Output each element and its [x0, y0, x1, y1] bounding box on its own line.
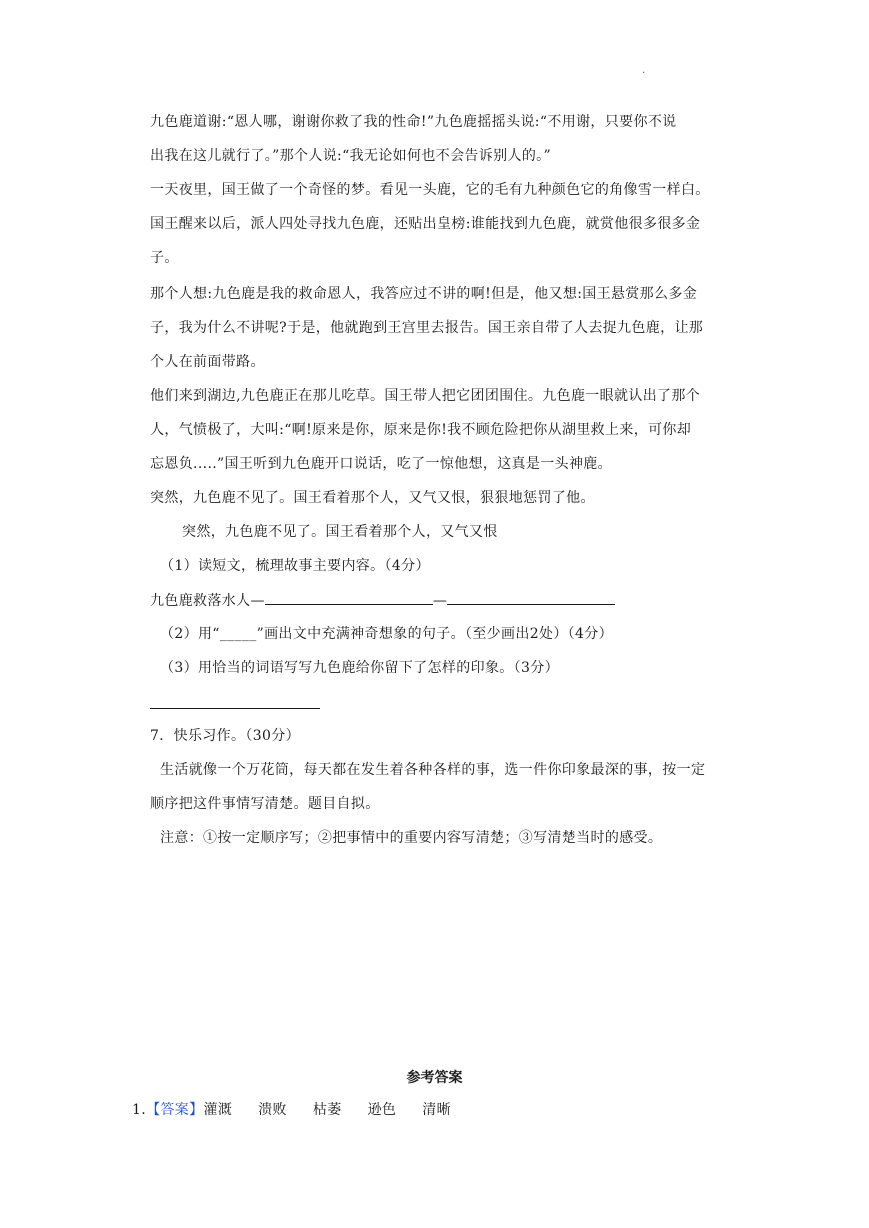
page-marker: . [642, 65, 646, 76]
answer-line-3[interactable] [150, 708, 320, 709]
answer-tag: 【答案】 [146, 1102, 204, 1118]
answer-word: 清晰 [422, 1102, 451, 1118]
fill-separator: — [432, 593, 448, 609]
composition-prompt-line: 生活就像一个万花筒，每天都在发生着各种各样的事，选一件你印象最深的事，按一定 [160, 762, 706, 778]
question-1-fill [150, 590, 615, 611]
story-line: 出我在这儿就行了。”那个人说:“我无论如何也不会告诉别人的。” [150, 148, 552, 164]
story-line: 国王醒来以后，派人四处寻找九色鹿，还贴出皇榜:谁能找到九色鹿，就赏他很多很多金 [150, 216, 701, 232]
answer-blank-2[interactable] [447, 590, 615, 605]
story-line: 那个人想:九色鹿是我的救命恩人，我答应过不讲的啊!但是，他又想:国王悬赏那么多金 [150, 286, 698, 302]
answers-heading: 参考答案 [406, 1070, 463, 1086]
answer-word: 逊色 [367, 1102, 397, 1118]
story-line: 他们来到湖边,九色鹿正在那儿吃草。国王带人把它团团围住。九色鹿一眼就认出了那个 [150, 388, 701, 404]
composition-prompt-line: 顺序把这件事情写清楚。题目自拟。 [150, 796, 380, 812]
story-line: 人，气愤极了，大叫:“啊!原来是你，原来是你!我不顾危险把你从湖里救上来，可你却 [150, 422, 692, 438]
question-1: （1）读短文，梳理故事主要内容。（4分） [160, 558, 430, 574]
answer-blank-1[interactable] [265, 590, 433, 605]
answer-word: 溃败 [258, 1102, 287, 1118]
story-line: 九色鹿道谢:“恩人哪，谢谢你救了我的性命!”九色鹿摇摇头说:“不用谢，只要你不说 [150, 114, 677, 130]
composition-title: 7．快乐习作。（30分） [150, 728, 300, 744]
story-line: 子，我为什么不讲呢?于是，他就跑到王宫里去报告。国王亲自带了人去捉九色鹿，让那 [150, 320, 704, 336]
story-line: 个人在前面带路。 [150, 354, 265, 370]
story-line: 突然，九色鹿不见了。国王看着那个人，又气又恨，狠狠地惩罚了他。 [150, 490, 595, 506]
story-line: 一天夜里，国王做了一个奇怪的梦。看见一头鹿，它的毛有九种颜色它的角像雪一样白。 [150, 182, 710, 198]
story-repeat-line: 突然，九色鹿不见了。国王看着那个人，又气又恨 [182, 524, 498, 540]
story-line: 子。 [150, 250, 179, 266]
answer-item-1 [132, 1100, 451, 1120]
question-2: （2）用“_____”画出文中充满神奇想象的句子。（至少画出2处）（4分） [160, 626, 613, 642]
answer-word: 灌溉 [203, 1102, 233, 1118]
question-3: （3）用恰当的词语写写九色鹿给你留下了怎样的印象。（3分） [160, 660, 559, 676]
fill-prefix: 九色鹿救落水人— [150, 593, 265, 609]
story-line: 忘恩负.....”国王听到九色鹿开口说话，吃了一惊他想，这真是一头神鹿。 [150, 456, 613, 472]
answer-word: 枯萎 [312, 1102, 342, 1118]
answer-number: 1. [132, 1102, 147, 1118]
composition-note: 注意：①按一定顺序写；②把事情中的重要内容写清楚；③写清楚当时的感受。 [160, 830, 663, 846]
